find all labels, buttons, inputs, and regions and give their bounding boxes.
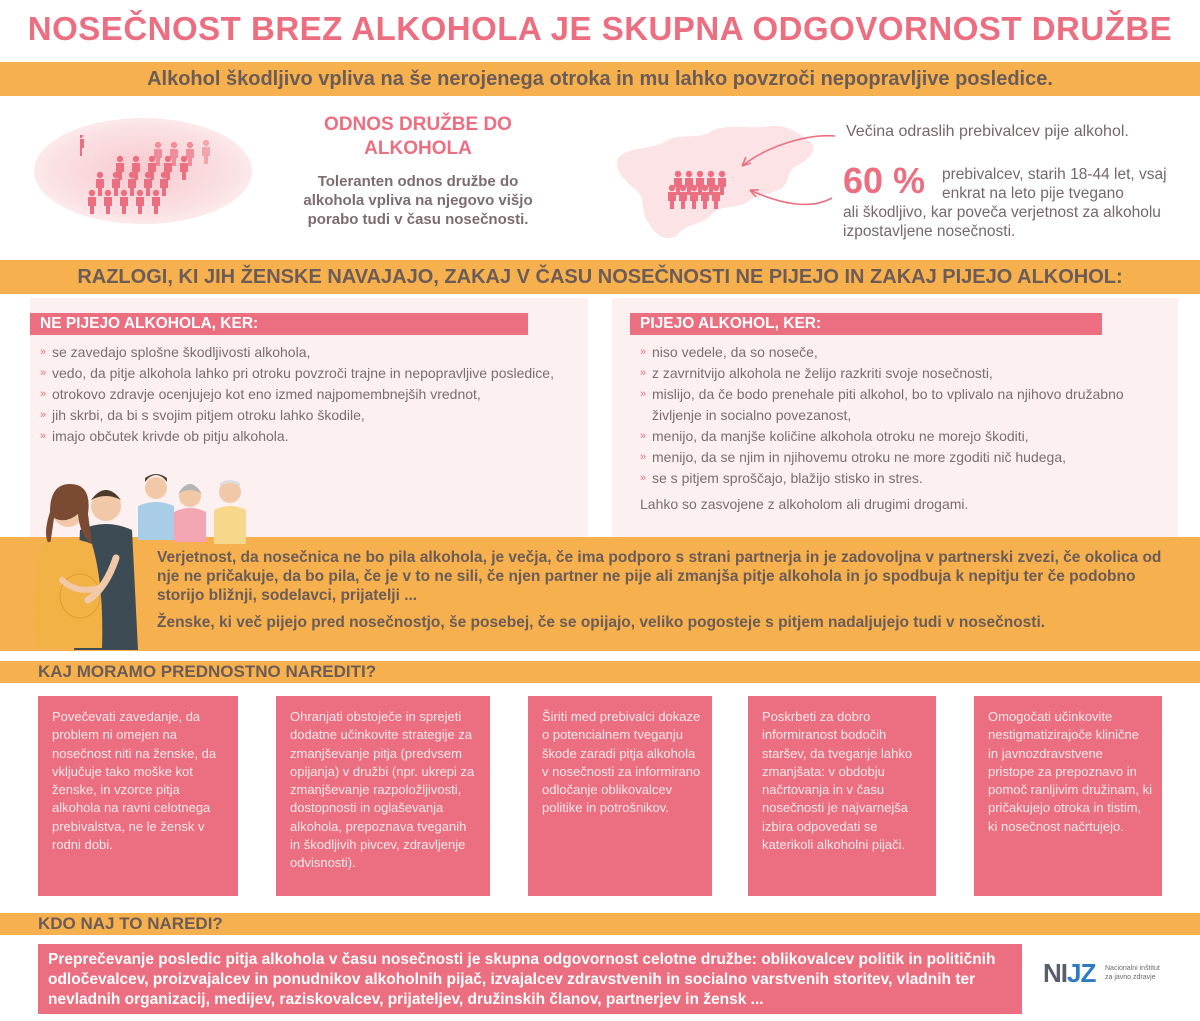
list-item: » z zavrnitvijo alkohola ne želijo razkriti svoje nosečnosti,	[640, 363, 1170, 384]
list-item: » mislijo, da če bodo prenehale piti alkohol, bo to vplivalo na njihovo družabno življenje in socialno povezanost,	[640, 384, 1170, 426]
fact-percent-text-1: prebivalcev, starih 18-44 let, vsaj enkrat na leto pije tvegano	[942, 166, 1167, 202]
razlogi-band	[0, 260, 1200, 294]
razlogi-band-text: RAZLOGI, KI JIH ŽENSKE NAVAJAJO, ZAKAJ V ČASU NOSEČNOSTI NE PIJEJO IN ZAKAJ PIJEJO ALKOHOL:	[77, 266, 1123, 288]
support-text-2: Ženske, ki več pijejo pred nosečnostjo, še posebej, če se opijajo, veliko pogosteje s pitjem nadaljujejo tudi v nosečnosti.	[157, 614, 1046, 631]
ne-pijejo-list	[40, 342, 570, 447]
crowd-people-icon	[80, 135, 220, 215]
kdo-band	[0, 913, 1200, 935]
fact-adults-drink: Večina odraslih prebivalcev pije alkohol.	[846, 123, 1129, 140]
intro-band-text: Alkohol škodljivo vpliva na še nerojenega otroka in mu lahko povzroči nepopravljive posledice.	[147, 68, 1053, 90]
pijejo-list	[640, 342, 1170, 489]
ne-pijejo-heading: NE PIJEJO ALKOHOLA, KER:	[30, 313, 528, 335]
list-item: » se zavedajo splošne škodljivosti alkohola,	[40, 342, 570, 363]
list-item: » imajo občutek krivde ob pitju alkohola.	[40, 426, 570, 447]
kaj-band	[0, 661, 1200, 683]
page-title: NOSEČNOST BREZ ALKOHOLA JE SKUPNA ODGOVORNOST DRUŽBE	[27, 10, 1173, 47]
priority-card-5: Omogočati učinkovite nestigmatizirajoče klinične in javnozdravstvene pristope za prepoznavo in pomoč ranljivim družinam, ki pričakujejo otroka in tistim, ki nosečnost načrtujejo.	[974, 696, 1162, 896]
priority-card-4: Poskrbeti za dobro informiranost bodočih staršev, da tveganje lahko zmanjšata: v obdobju načrtovanja in v času nosečnosti je najvarnejša izbira odpovedati se katerikoli alkoholni pijači.	[748, 696, 936, 896]
odnos-text: Toleranten odnos družbe do alkohola vpliva na njegovo višjo porabo tudi v času nosečnosti.	[303, 173, 533, 228]
stat-percent: 60 %	[843, 160, 926, 201]
pijejo-heading: PIJEJO ALKOHOL, KER:	[630, 313, 1102, 335]
nijz-logo-mark: NIJZ	[1043, 958, 1096, 988]
odnos-title: ODNOS DRUŽBE DO ALKOHOLA	[324, 114, 512, 159]
fact-percent-text-2: ali škodljivo, kar poveča verjetnost za alkoholu izpostavljene nosečnosti.	[843, 204, 1161, 240]
list-item: » jih skrbi, da bi s svojim pitjem otroku lahko škodile,	[40, 405, 570, 426]
list-item: » niso vedele, da so noseče,	[640, 342, 1170, 363]
priority-card-1: Povečevati zavedanje, da problem ni omejen na nosečnost niti na ženske, da vključuje tako moške kot ženske, in vzorce pitja alkohola na ravni celotnega prebivalstva, ne le žensk v rodni dobi.	[38, 696, 238, 896]
nijz-logo	[1043, 958, 1160, 989]
list-item: » otrokovo zdravje ocenjujejo kot eno izmed najpomembnejših vrednot,	[40, 384, 570, 405]
kdo-text: Preprečevanje posledic pitja alkohola v času nosečnosti je skupna odgovornost celotne družbe: oblikovalcev politik in političnih odločevalcev, proizvajalcev in ponudnikov alkoholnih pijač, izvajalcev zdravstvenih in socialno varstvenih storitev, vladnih ter nevladnih organizacij, medijev, raziskovalcev, prijateljev, družinskih članov, partnerjev in žensk ...	[38, 944, 1022, 1014]
priority-card-3: Širiti med prebivalci dokaze o potencialnem tveganju škode zaradi pitja alkohola v nosečnosti za informirano odločanje oblikovalcev politike in potrošnikov.	[528, 696, 712, 896]
nijz-logo-subtitle: Nacionalni inštitut za javno zdravje	[1105, 965, 1160, 981]
intro-band	[0, 62, 1200, 96]
support-text: Verjetnost, da nosečnica ne bo pila alkohola, je večja, če ima podporo s strani partnerja in je zadovoljna v partnerski zvezi, če okolica od nje ne pričakuje, da bo pila, če je v to ne sili, če njen partner ne pije ali zmanjša pitje alkohola in jo spodbuja k nepitju ter če podobno storijo bližnji, sodelavci, prijatelji ...	[157, 549, 1162, 604]
list-item: » menijo, da manjše količine alkohola otroku ne morejo škoditi,	[640, 426, 1170, 447]
kaj-heading: KAJ MORAMO PREDNOSTNO NAREDITI?	[38, 662, 377, 681]
list-item: » vedo, da pitje alkohola lahko pri otroku povzroči trajne in nepopravljive posledice,	[40, 363, 570, 384]
priority-card-2: Ohranjati obstoječe in sprejeti dodatne učinkovite strategije za zmanjševanje pitja (predvsem opijanja) v družbi (npr. ukrepi za zmanjševanje razpoložljivosti, dostopnosti in oglaševanja alkohola, prepoznava tveganih in škodljivih pivcev, zdravljenje odvisnosti).	[276, 696, 490, 896]
pijejo-note: Lahko so zasvojene z alkoholom ali drugimi drogami.	[640, 496, 969, 512]
list-item: » se s pitjem sproščajo, blažijo stisko in stres.	[640, 468, 1170, 489]
slovenia-map-icon	[610, 118, 840, 248]
list-item: » menijo, da se njim in njihovemu otroku ne more zgoditi nič hudega,	[640, 447, 1170, 468]
kdo-heading: KDO NAJ TO NAREDI?	[38, 914, 223, 933]
